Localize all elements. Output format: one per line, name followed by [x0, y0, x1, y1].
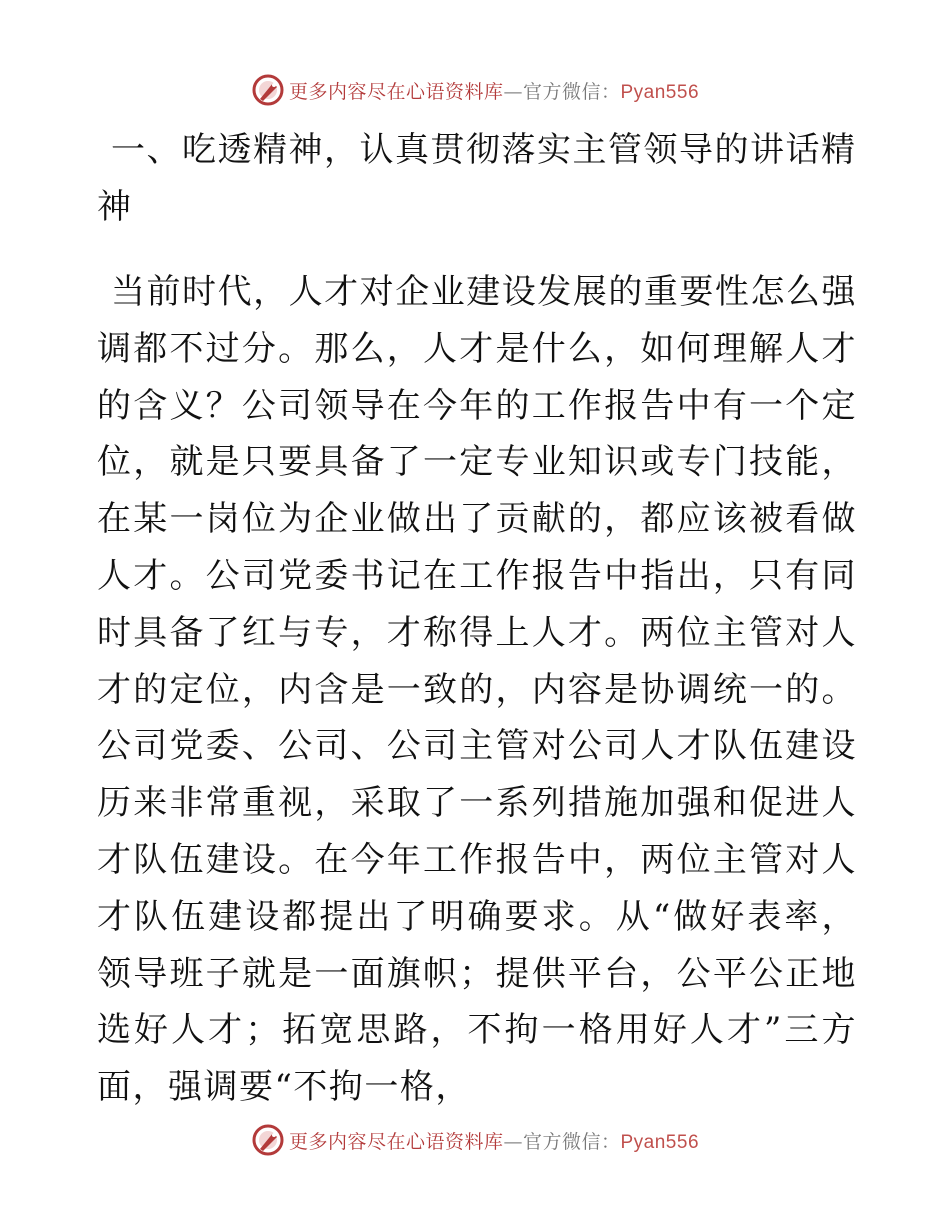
watermark-wechat-label: 官方微信：	[522, 1130, 621, 1153]
pen-nib-logo-icon	[251, 1123, 285, 1157]
watermark-account: Pyan556	[620, 81, 700, 103]
pen-nib-logo-icon	[251, 73, 285, 107]
body-paragraph: 当前时代，人才对企业建设发展的重要性怎么强调都不过分。那么，人才是什么，如何理解人才的含义？公司领导在今年的工作报告中有一个定位，就是只要具备了一定专业知识或专门技能，在某一岗位为企业做出了贡献的，都应该被看做人才。公司党委书记在工作报告中指出，只有同时具备了红与专，才称得上人才。两位主管对人才的定位，内含是一致的，内容是协调统一的。公司党委、公司、公司主管对公司人才队伍建设历来非常重视，采取了一系列措施加强和促进人才队伍建设。在今年工作报告中，两位主管对人才队伍建设都提出了明确要求。从“做好表率，领导班子就是一面旗帜；提供平台，公平公正地选好人才；拓宽思路，不拘一格用好人才”三方面，强调要“不拘一格，	[97, 272, 857, 1108]
watermark-dash: —	[503, 80, 523, 103]
watermark-text	[289, 1127, 699, 1154]
watermark-dash: —	[503, 1130, 523, 1153]
section-heading: 一、吃透精神，认真贯彻落实主管领导的讲话精神	[97, 130, 857, 227]
header-watermark-banner	[0, 70, 950, 110]
watermark-text	[289, 77, 699, 104]
watermark-main-text: 更多内容尽在心语资料库	[288, 1130, 504, 1153]
footer-watermark-banner	[0, 1120, 950, 1160]
watermark-wechat-label: 官方微信：	[522, 80, 621, 103]
watermark-account: Pyan556	[620, 1131, 700, 1153]
watermark-main-text: 更多内容尽在心语资料库	[288, 80, 504, 103]
document-body	[97, 122, 857, 1116]
